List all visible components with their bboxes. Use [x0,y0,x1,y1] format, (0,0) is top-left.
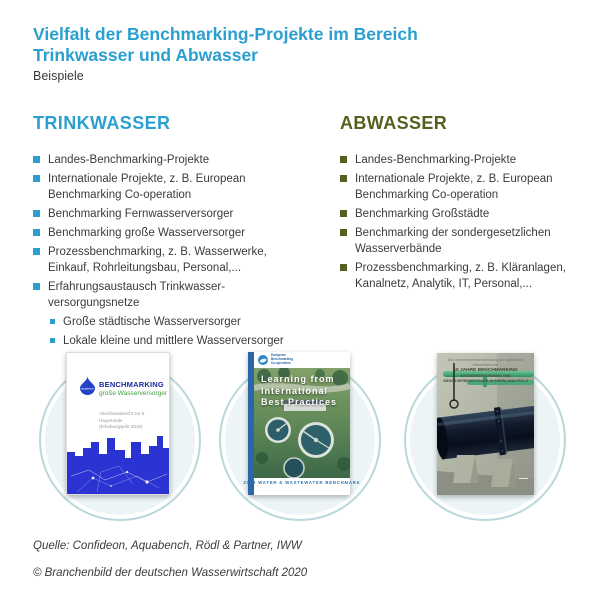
copyright-note: © Branchenbild der deutschen Wasserwirtschaft 2020 [33,567,308,579]
list-item [33,225,318,241]
cover2-title-line3: Best Practices [261,397,338,407]
list-item [33,152,318,168]
cover2-title [261,374,337,409]
cover3-corner-mark [519,478,528,480]
page-title-line2: Trinkwasser und Abwasser [33,45,258,65]
list-item [33,206,318,222]
bullet-square-icon [340,229,347,236]
bullet-square-icon [33,283,40,290]
bullet-square-icon [50,319,55,324]
ebc-logo-line2: Benchmarking [271,357,294,362]
line: Wasserverbände [355,243,442,255]
column-trinkwasser [33,113,318,352]
cover1-title: BENCHMARKING [99,380,164,389]
line: Benchmarking der sondergesetzlichen [355,227,551,239]
report-cover-benchmarking-wasserversorger [66,352,170,495]
source-note: Quelle: Confideon, Aquabench, Rödl & Partner, IWW [33,540,302,552]
line: Internationale Projekte, z. B. European [355,173,553,185]
list-item-text [48,244,267,276]
sub-list-item [50,314,318,330]
list-item [340,152,585,168]
bullet-square-icon [33,210,40,217]
list-item-text [48,171,246,203]
cover3-top-line: Das Unternehmensbenchmarking der bayerischen Wasserwirtschaft [447,358,524,367]
line: Internationale Projekte, z. B. European [48,173,246,185]
list-item-text: Landes-Benchmarking-Projekte [48,154,210,166]
cover1-subtitle: große Wasserversorger [99,390,168,397]
cover2-title-line2: International [261,385,329,396]
sub-list-item [50,333,318,349]
ebc-logo-text [271,354,293,365]
list-item-text [355,260,566,292]
list-item [33,244,318,276]
bullet-square-icon [33,175,40,182]
report-cover-pipeline-benchmarking [437,353,534,495]
bullet-square-icon [340,264,347,271]
ebc-globe-icon [258,355,268,365]
aquabench-logo [80,376,167,397]
book-spine [248,352,254,495]
list-item-text: Lokale kleine und mittlere Wasserversorger [63,335,284,347]
cover3-title-block [440,358,531,384]
cover1-text-block [99,380,167,397]
page-subtitle: Beispiele [33,69,84,83]
cover2-title-line1: Learning from [261,374,335,384]
cover3-title-line1: 10 JAHRE BENCHMARKING [453,368,518,374]
cover1-caption-line1: Abschlussbericht zur 5. Hauptrunde [99,411,146,423]
trinkwasser-heading: TRINKWASSER [33,113,171,133]
line: Einkauf, Rohrleitungsbau, Personal,... [48,262,242,274]
ebc-logo-line3: Co-operation [271,360,291,365]
ebc-logo-line1: European [271,353,286,358]
page-title-line1: Vielfalt der Benchmarking-Projekte im Bereich [33,24,418,44]
list-item [33,279,318,311]
line: versorgungsnetze [48,297,140,309]
list-item [340,171,585,203]
list-item [340,260,585,292]
bullet-square-icon [340,156,347,163]
list-item-text: Landes-Benchmarking-Projekte [355,154,517,166]
bullet-square-icon [340,175,347,182]
list-item-text: Benchmarking Großstädte [355,208,490,220]
bullet-square-icon [340,210,347,217]
bullet-square-icon [50,338,55,343]
list-item [340,206,585,222]
list-item [33,171,318,203]
line: Prozessbenchmarking, z. B. Wasserwerke, [48,246,267,258]
bullet-square-icon [33,248,40,255]
drop-logo-text: aquabench [81,387,94,391]
list-item-text: Benchmarking Fernwasserversorger [48,208,234,220]
list-item-text [355,225,551,257]
list-item-text: Benchmarking große Wasserversorger [48,227,246,239]
line: Benchmarking Co-operation [48,189,192,201]
list-item-text [48,279,225,311]
line: Benchmarking Co-operation [355,189,499,201]
bullet-square-icon [33,229,40,236]
cover1-caption-line2: (Erhebungsjahr 2015) [99,424,143,429]
list-item [340,225,585,257]
bullet-square-icon [33,156,40,163]
city-skyline-illustration [67,426,169,494]
cover3-title-line2: WASSERVERSORGUNG UND ABWASSERBESEITIGUNG IN RHEINLAND-PFALZ [443,374,528,384]
water-drop-icon [80,376,95,395]
line: Kanalnetz, Analytik, IT, Personal,... [355,278,533,290]
line: Erfahrungsaustausch Trinkwasser- [48,281,226,293]
list-item-text [355,171,553,203]
page-title [33,24,493,66]
cover2-header-band [254,352,350,368]
cover2-footer-bar [243,478,361,487]
report-cover-ebc-best-practices [243,352,361,495]
column-abwasser [340,113,585,295]
line: Prozessbenchmarking, z. B. Kläranlagen, [355,262,566,274]
list-item-text: Große städtische Wasserversorger [63,316,241,328]
abwasser-heading: ABWASSER [340,113,448,133]
cover2-footer-text: 2018 WATER & WASTEWATER BENCHMARK [243,480,361,485]
